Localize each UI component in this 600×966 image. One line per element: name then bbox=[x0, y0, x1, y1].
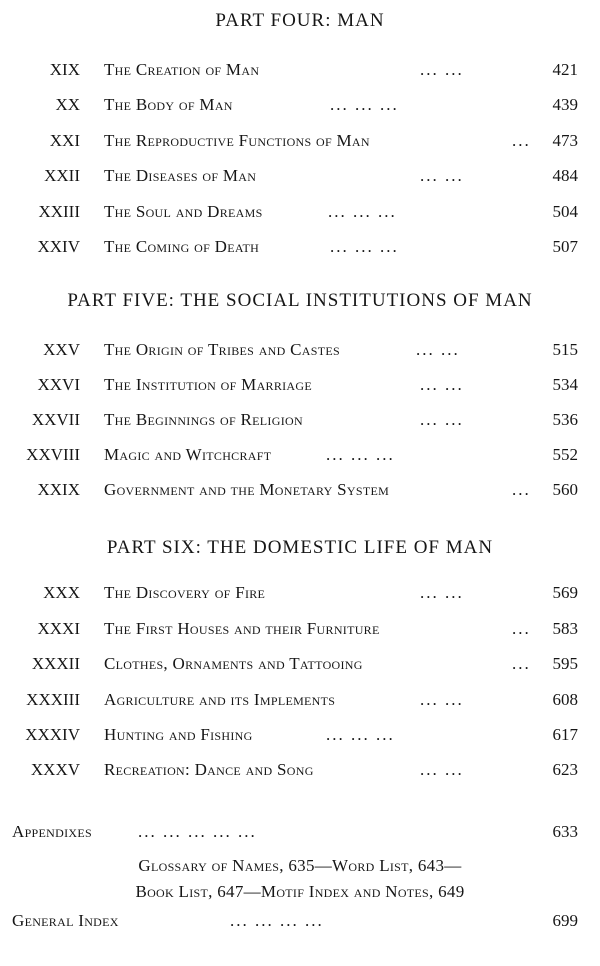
chapter-title: The Coming of Death bbox=[104, 237, 260, 256]
leader-dots: ... ... ... bbox=[328, 202, 397, 221]
page-number: 595 bbox=[552, 654, 578, 673]
chapter-number: XXXV bbox=[30, 760, 80, 779]
toc-entry[interactable] bbox=[0, 579, 600, 607]
leader-dots: ... ... ... bbox=[326, 445, 395, 464]
part-five-heading: PART FIVE: THE SOCIAL INSTITUTIONS OF MAN bbox=[67, 290, 533, 311]
chapter-number: XXI bbox=[49, 131, 80, 150]
chapter-title: Hunting and Fishing bbox=[104, 725, 253, 744]
appendixes-entry[interactable] bbox=[0, 818, 600, 846]
chapter-number: XXIX bbox=[37, 480, 80, 499]
page-number: 515 bbox=[552, 340, 578, 359]
toc-entry[interactable] bbox=[0, 233, 600, 261]
toc-entry[interactable] bbox=[0, 162, 600, 190]
toc-entry[interactable] bbox=[0, 476, 600, 504]
chapter-number: XXXII bbox=[31, 654, 80, 673]
toc-entry[interactable] bbox=[0, 721, 600, 749]
page-number: 504 bbox=[552, 202, 578, 221]
appendixes-sub-line: Book List, 647—Motif Index and Notes, 649 bbox=[135, 882, 465, 901]
chapter-title: The Reproductive Functions of Man bbox=[104, 131, 370, 150]
chapter-title: Recreation: Dance and Song bbox=[104, 760, 314, 779]
general-index-label: General Index bbox=[12, 911, 119, 930]
leader-dots: ... bbox=[512, 619, 531, 638]
chapter-number: XXIV bbox=[37, 237, 80, 256]
general-index-entry[interactable] bbox=[0, 907, 600, 935]
toc-entry[interactable] bbox=[0, 441, 600, 469]
leader-dots: ... ... ... ... ... bbox=[138, 822, 257, 841]
chapter-number: XXX bbox=[43, 583, 80, 602]
appendixes-label: Appendixes bbox=[12, 822, 92, 841]
toc-entry[interactable] bbox=[0, 127, 600, 155]
leader-dots: ... ... bbox=[420, 583, 464, 602]
chapter-title: Clothes, Ornaments and Tattooing bbox=[104, 654, 363, 673]
leader-dots: ... bbox=[512, 131, 531, 150]
toc-entry[interactable] bbox=[0, 336, 600, 364]
page-number: 507 bbox=[552, 237, 578, 256]
chapter-title: The Discovery of Fire bbox=[104, 583, 266, 602]
chapter-title: Agriculture and its Implements bbox=[104, 690, 336, 709]
page-number: 633 bbox=[552, 822, 578, 841]
page-number: 439 bbox=[552, 95, 578, 114]
page-number: 608 bbox=[552, 690, 578, 709]
chapter-number: XXXIII bbox=[26, 690, 80, 709]
leader-dots: ... ... bbox=[420, 166, 464, 185]
leader-dots: ... ... ... ... bbox=[230, 911, 324, 930]
chapter-number: XXII bbox=[44, 166, 80, 185]
chapter-title: The Body of Man bbox=[104, 95, 233, 114]
chapter-number: XXXI bbox=[37, 619, 80, 638]
leader-dots: ... bbox=[512, 654, 531, 673]
toc-entry[interactable] bbox=[0, 371, 600, 399]
page-number: 552 bbox=[552, 445, 578, 464]
page-number: 617 bbox=[552, 725, 578, 744]
chapter-title: The Soul and Dreams bbox=[104, 202, 263, 221]
part-six-heading: PART SIX: THE DOMESTIC LIFE OF MAN bbox=[106, 537, 494, 558]
chapter-number: XXXIV bbox=[25, 725, 80, 744]
chapter-title: Government and the Monetary System bbox=[104, 480, 390, 499]
leader-dots: ... ... bbox=[420, 690, 464, 709]
leader-dots: ... ... bbox=[420, 760, 464, 779]
chapter-title: The Beginnings of Religion bbox=[104, 410, 303, 429]
toc-entry[interactable] bbox=[0, 686, 600, 714]
toc-entry[interactable] bbox=[0, 650, 600, 678]
chapter-number: XXVII bbox=[31, 410, 80, 429]
leader-dots: ... bbox=[512, 480, 531, 499]
chapter-title: Magic and Witchcraft bbox=[104, 445, 272, 464]
chapter-number: XX bbox=[55, 95, 80, 114]
chapter-number: XIX bbox=[49, 60, 80, 79]
leader-dots: ... ... ... bbox=[326, 725, 395, 744]
page-number: 560 bbox=[552, 480, 578, 499]
chapter-title: The Institution of Marriage bbox=[104, 375, 312, 394]
leader-dots: ... ... bbox=[420, 410, 464, 429]
chapter-number: XXIII bbox=[38, 202, 80, 221]
leader-dots: ... ... bbox=[420, 60, 464, 79]
chapter-title: The Creation of Man bbox=[104, 60, 260, 79]
chapter-number: XXVI bbox=[37, 375, 80, 394]
page-number: 569 bbox=[552, 583, 578, 602]
toc-entry[interactable] bbox=[0, 198, 600, 226]
toc-entry[interactable] bbox=[0, 56, 600, 84]
leader-dots: ... ... ... bbox=[330, 237, 399, 256]
toc-entry[interactable] bbox=[0, 91, 600, 119]
page-number: 699 bbox=[552, 911, 578, 930]
page-number: 583 bbox=[552, 619, 578, 638]
chapter-title: The Diseases of Man bbox=[104, 166, 257, 185]
part-four-heading: PART FOUR: MAN bbox=[215, 10, 385, 31]
chapter-title: The First Houses and their Furniture bbox=[104, 619, 380, 638]
page-number: 623 bbox=[552, 760, 578, 779]
page-number: 473 bbox=[552, 131, 578, 150]
leader-dots: ... ... ... bbox=[330, 95, 399, 114]
page-number: 421 bbox=[552, 60, 578, 79]
page-number: 534 bbox=[552, 375, 578, 394]
toc-entry[interactable] bbox=[0, 756, 600, 784]
chapter-number: XXVIII bbox=[26, 445, 80, 464]
toc-entry[interactable] bbox=[0, 615, 600, 643]
appendixes-sub-line: Glossary of Names, 635—Word List, 643— bbox=[138, 856, 462, 875]
chapter-title: The Origin of Tribes and Castes bbox=[104, 340, 340, 359]
page-number: 536 bbox=[552, 410, 578, 429]
page-number: 484 bbox=[552, 166, 578, 185]
leader-dots: ... ... bbox=[416, 340, 460, 359]
toc-entry[interactable] bbox=[0, 406, 600, 434]
chapter-number: XXV bbox=[43, 340, 80, 359]
leader-dots: ... ... bbox=[420, 375, 464, 394]
